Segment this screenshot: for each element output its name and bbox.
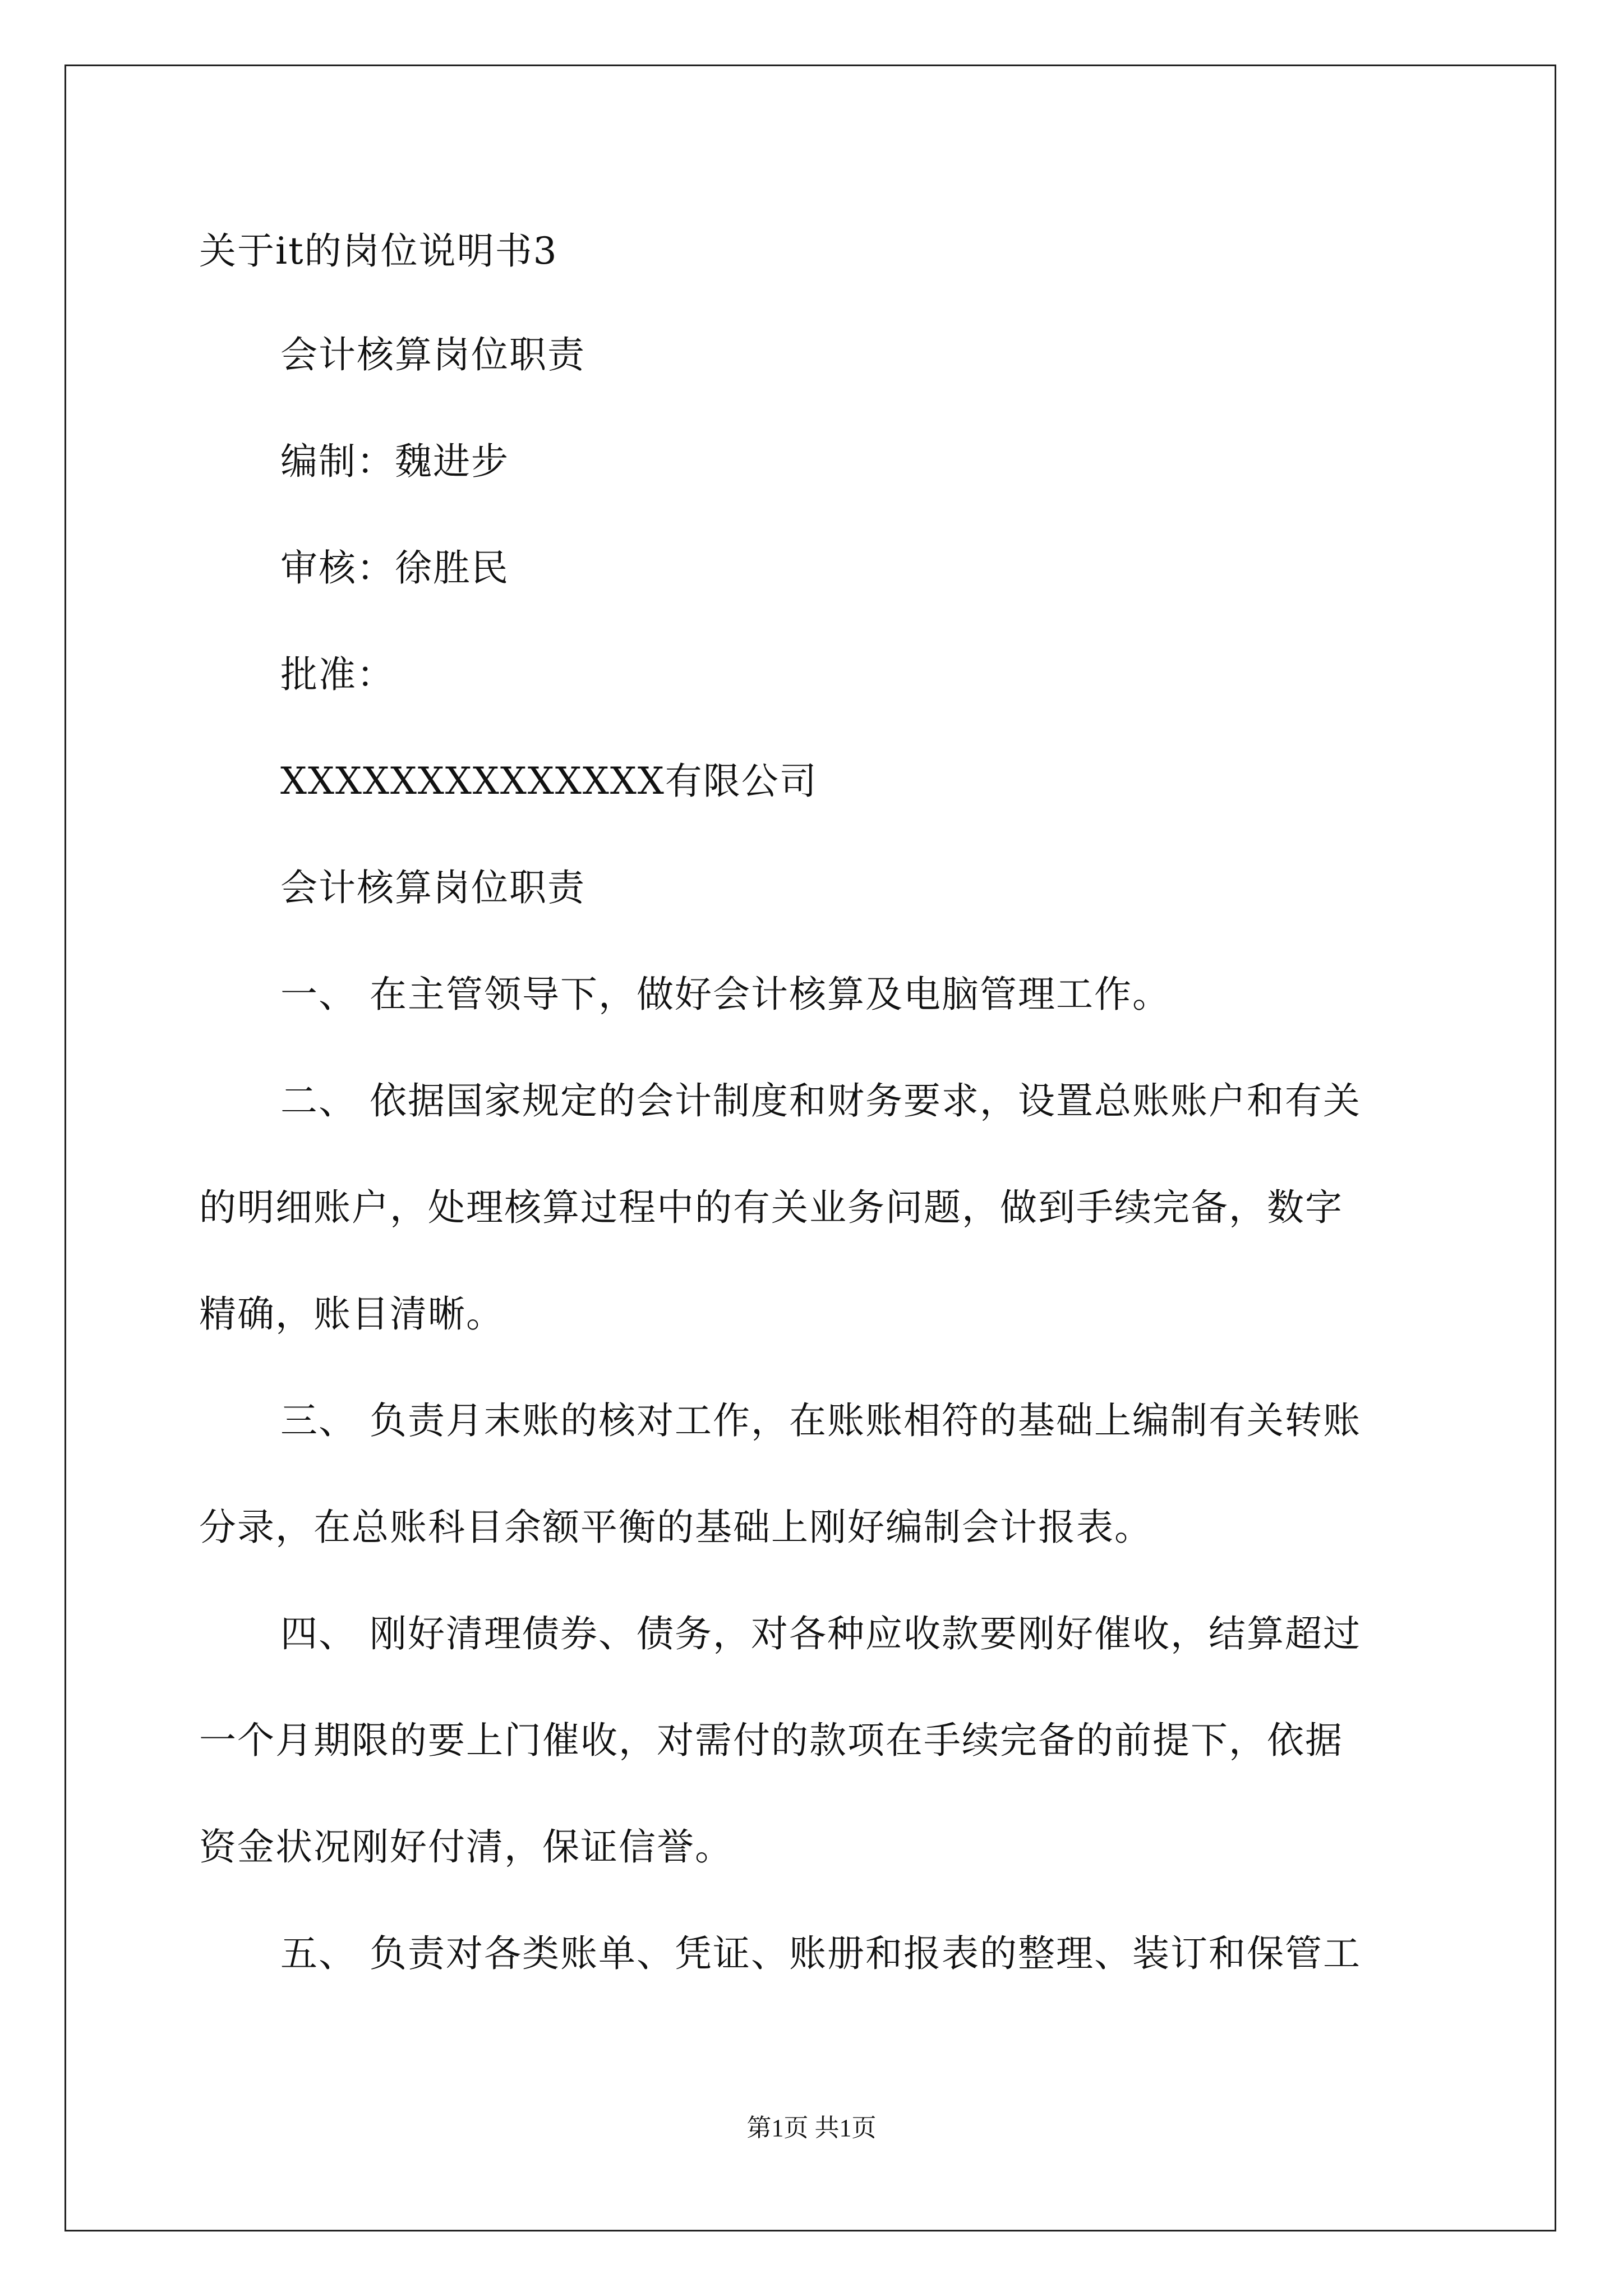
paragraph-line: 的明细账户，处理核算过程中的有关业务问题，做到手续完备，数字 [199,1186,1343,1229]
document-title: 关于it的岗位说明书3 [199,229,558,273]
paragraph-line: 二、 依据国家规定的会计制度和财务要求，设置总账账户和有关 [280,1079,1361,1122]
paragraph-line: 四、 刚好清理债券、债务，对各种应收款要刚好催收，结算超过 [280,1612,1361,1655]
paragraph-line: 分录，在总账科目余额平衡的基础上刚好编制会计报表。 [199,1506,1152,1549]
page-frame [64,65,1556,2231]
section-heading: 会计核算岗位职责 [280,333,585,376]
paragraph-line: 一、 在主管领导下，做好会计核算及电脑管理工作。 [280,973,1170,1016]
page-number: 第1页 共1页 [746,2114,877,2142]
paragraph-line: 五、 负责对各类账单、凭证、账册和报表的整理、装订和保管工 [280,1932,1361,1975]
paragraph-line: 资金状况刚好付清，保证信誉。 [199,1825,733,1869]
reviewer-line: 审核：徐胜民 [280,546,509,590]
approver-line: 批准： [280,653,395,696]
paragraph-line: 一个月期限的要上门催收，对需付的款项在手续完备的前提下，依据 [199,1719,1343,1762]
company-name: XXXXXXXXXXXXXX有限公司 [280,760,818,803]
section-heading: 会计核算岗位职责 [280,866,585,909]
paragraph-line: 精确，账目清晰。 [199,1292,504,1336]
author-line: 编制：魏进步 [280,440,509,483]
paragraph-line: 三、 负责月末账的核对工作，在账账相符的基础上编制有关转账 [280,1399,1361,1442]
